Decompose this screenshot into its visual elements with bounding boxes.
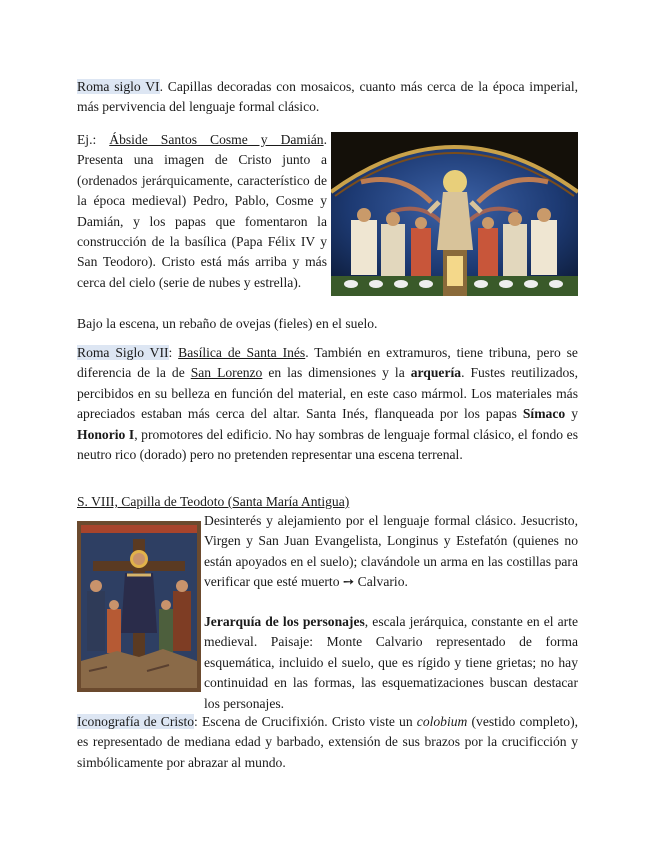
apse-mosaic-image <box>331 132 578 296</box>
paragraph-teodoto-description <box>204 511 578 593</box>
paragraph-santa-ines <box>77 343 578 465</box>
paragraph-iconografia-cristo <box>77 712 578 773</box>
heading-roma-siglo-vi: Roma siglo VI <box>77 79 160 94</box>
paragraph-text: , promotores del edificio. No hay sombras de lenguaje formal clásico, el fondo es neutro rico (dorado) pero no pretenden representar una escena terrenal. <box>77 426 578 463</box>
example-prefix: Ej.: <box>77 132 110 147</box>
paragraph-text: , escala jerárquica, constante en el arte medieval. Paisaje: Monte Calvario representado de forma esquemática, incluido el suelo, que es rígido y tiene grietas; no hay continuidad en las formas, las esquematizaciones buscan destacar los personajes. <box>204 614 579 711</box>
term-colobium: colobium <box>416 714 468 729</box>
paragraph-teodoto-hierarchy <box>204 612 578 714</box>
reference-san-lorenzo: San Lorenzo <box>190 365 263 381</box>
separator: : <box>168 345 179 360</box>
apse-mosaic-illustration <box>331 132 578 296</box>
heading-capilla-teodoto: S. VIII, Capilla de Teodoto (Santa María Antigua) <box>77 494 350 509</box>
term-simaco: Símaco <box>522 406 566 422</box>
term-arqueria: arquería <box>410 365 462 381</box>
crucifixion-fresco-image <box>77 521 201 692</box>
heading-capilla-teodoto-line <box>77 492 578 512</box>
paragraph-text: . También en extramuros, tiene tribuna, pero se diferencia de la de <box>77 345 578 381</box>
paragraph-text: y <box>565 406 578 422</box>
paragraph-apse-example <box>77 130 327 293</box>
paragraph-rome-6th-century <box>77 77 578 118</box>
paragraph-text: : Escena de Crucifixión. Cristo viste un <box>194 714 417 729</box>
paragraph-text: . Fustes reutilizados, percibidos en su belleza en función del material, en este caso mármol. Los materiales más apreciados estaban más cerca del altar. Santa Inés, flanqueada por los papas <box>77 365 578 422</box>
title-basilica-santa-ines: Basílica de Santa Inés <box>178 345 306 360</box>
title-abside-santos-cosme-damian: Ábside Santos Cosme y Damián <box>109 132 324 147</box>
term-jerarquia-personajes: Jerarquía de los personajes <box>204 614 365 629</box>
paragraph-text: Bajo la escena, un rebaño de ovejas (fieles) en el suelo. <box>77 316 378 331</box>
paragraph-text: . Presenta una imagen de Cristo junto a (ordenados jerárquicamente, característico de la época medieval) Pedro, Pablo, Cosme y Damián, y los papas que fomentaron la construcción de la basílica (Papa Félix IV y San Teodoro). Cristo está más arriba y más cerca del cielo (serie de nubes y estrella). <box>77 132 328 290</box>
heading-roma-siglo-vii: Roma Siglo VII <box>77 345 169 360</box>
paragraph-text: Desinterés y alejamiento por el lenguaje formal clásico. Jesucristo, Virgen y San Juan Evangelista, Longinus y Estefatón (quienes no están apoyados en el suelo); clavándole un arma en las costillas para verificar que esté muerto ➙ Calvario. <box>204 513 578 590</box>
heading-iconografia-cristo: Iconografía de Cristo <box>77 714 195 729</box>
paragraph-apse-last-line <box>77 314 578 334</box>
term-honorio-i: Honorio I <box>77 426 135 442</box>
crucifixion-fresco-illustration <box>77 521 201 692</box>
paragraph-text: en las dimensiones y la <box>262 365 411 381</box>
paragraph-text: (vestido completo), es representado de mediana edad y barbado, extensión de sus brazos por la crucificción y simbólicamente por abrazar al mundo. <box>77 714 578 770</box>
paragraph-text: . Capillas decoradas con mosaicos, cuanto más cerca de la época imperial, más pervivencia del lenguaje formal clásico. <box>77 79 578 115</box>
